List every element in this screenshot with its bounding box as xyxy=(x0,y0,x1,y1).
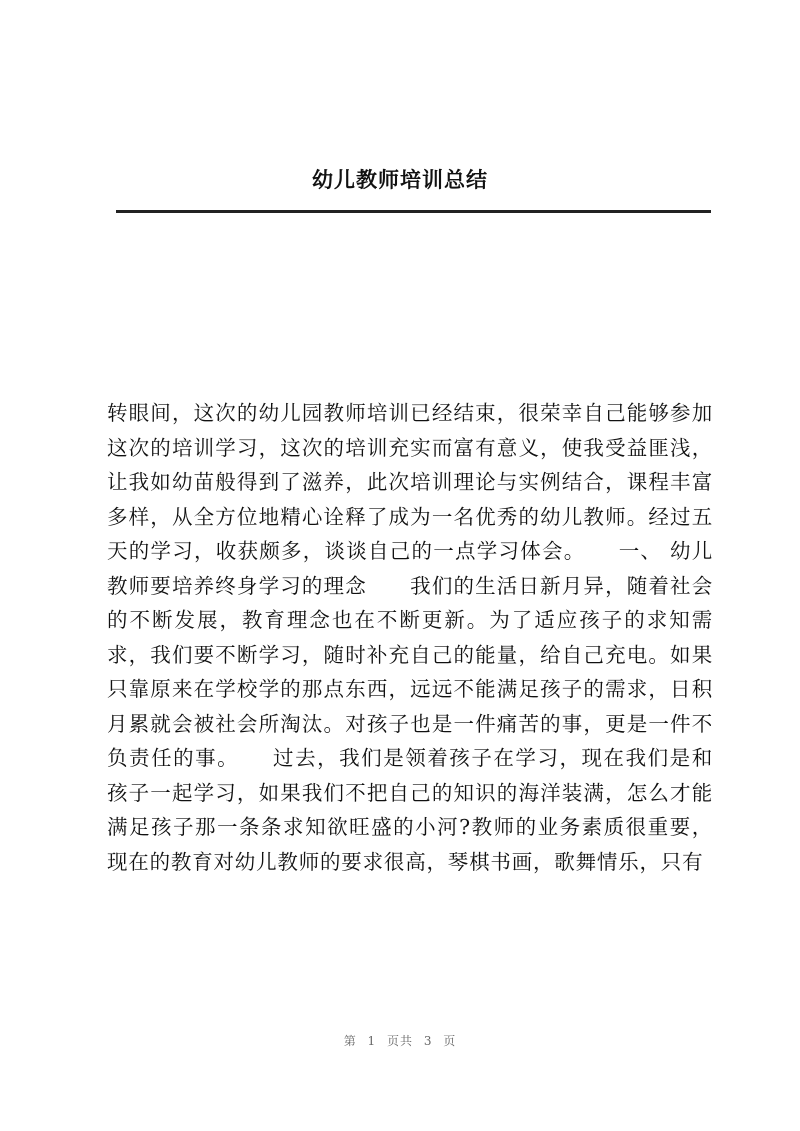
body-paragraph: 转眼间，这次的幼儿园教师培训已经结束，很荣幸自己能够参加这次的培训学习，这次的培训充实而富有意义，使我受益匪浅，让我如幼苗般得到了滋养，此次培训理论与实例结合，课程丰富多样，从全方位地精心诠释了成为一名优秀的幼儿教师。经过五天的学习，收获颇多，谈谈自己的一点学习体会。 一、 幼儿教师要培养终身学习的理念 我们的生活日新月异，随着社会的不断发展，教育理念也在不断更新。为了适应孩子的求知需求，我们要不断学习，随时补充自己的能量，给自己充电。如果只靠原来在学校学的那点东西，远远不能满足孩子的需求，日积月累就会被社会所淘汰。对孩子也是一件痛苦的事，更是一件不负责任的事。 过去，我们是领着孩子在学习，现在我们是和孩子一起学习，如果我们不把自己的知识的海洋装满，怎么才能满足孩子那一条条求知欲旺盛的小河?教师的业务素质很重要，现在的教育对幼儿教师的要求很高，琴棋书画，歌舞情乐，只有 xyxy=(107,401,713,874)
document-title: 幼儿教师培训总结 xyxy=(312,168,488,192)
page-number-footer: 第 1 页共 3 页 xyxy=(343,1034,457,1048)
title-underline xyxy=(116,210,711,213)
